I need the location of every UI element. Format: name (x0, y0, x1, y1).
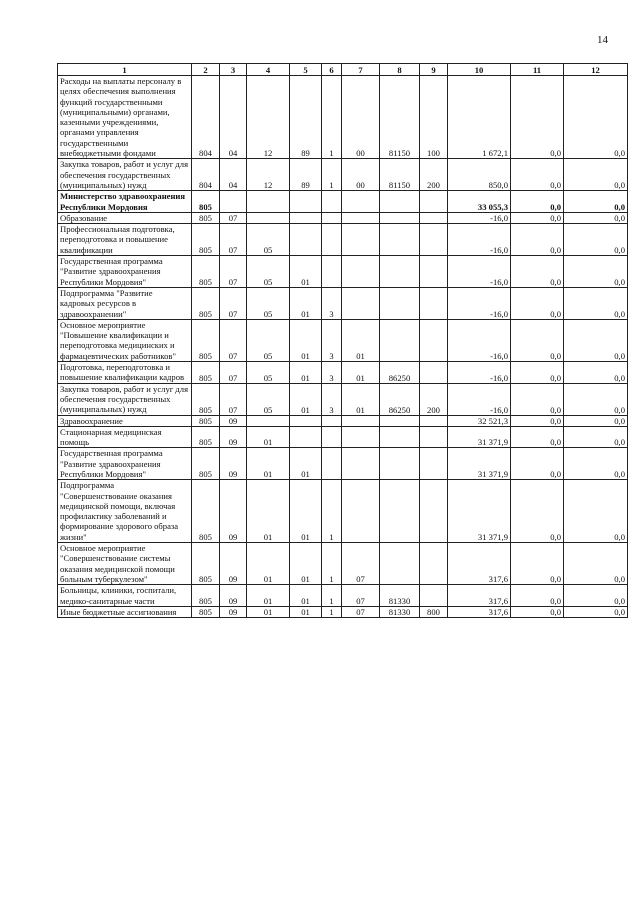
table-cell: 07 (220, 319, 247, 361)
table-cell: 0,0 (564, 585, 628, 607)
table-cell (420, 415, 448, 426)
table-cell (342, 256, 380, 288)
table-cell: 00 (342, 76, 380, 159)
table-cell: -16,0 (448, 383, 511, 415)
header-cell: 7 (342, 64, 380, 76)
table-row (58, 448, 628, 480)
table-cell: 805 (192, 383, 220, 415)
table-cell: 200 (420, 159, 448, 191)
table-cell: 0,0 (511, 585, 564, 607)
table-cell (420, 448, 448, 480)
table-cell: 09 (220, 448, 247, 480)
table-cell: 05 (247, 362, 290, 384)
header-cell: 2 (192, 64, 220, 76)
table-cell (420, 287, 448, 319)
table-cell: 1 (322, 606, 342, 617)
table-cell: 0,0 (564, 480, 628, 543)
table-cell: 0,0 (564, 76, 628, 159)
row-name-cell: Больницы, клиники, госпитали, медико-санитарные части (58, 585, 192, 607)
table-cell: 01 (290, 448, 322, 480)
table-cell (322, 212, 342, 223)
table-row (58, 76, 628, 159)
table-cell: 0,0 (511, 543, 564, 585)
table-row (58, 287, 628, 319)
table-cell (420, 426, 448, 448)
table-cell: 09 (220, 606, 247, 617)
table-cell: 01 (290, 606, 322, 617)
table-cell: 0,0 (511, 319, 564, 361)
table-cell: 1 672,1 (448, 76, 511, 159)
header-cell: 4 (247, 64, 290, 76)
table-cell (342, 415, 380, 426)
table-cell (380, 415, 420, 426)
table-cell (342, 480, 380, 543)
table-cell: 0,0 (511, 159, 564, 191)
header-cell: 3 (220, 64, 247, 76)
row-name-cell: Расходы на выплаты персоналу в целях обеспечения выполнения функций государственными (муниципальными) органами, казенными учреждениями, органами управления государственными внебюджетными фондами (58, 76, 192, 159)
table-cell: 317,6 (448, 606, 511, 617)
table-cell: 0,0 (511, 426, 564, 448)
table-cell: 07 (220, 362, 247, 384)
table-cell: 0,0 (511, 448, 564, 480)
table-cell: 0,0 (511, 256, 564, 288)
table-cell: 07 (220, 256, 247, 288)
header-row (58, 64, 628, 76)
table-cell: 1 (322, 585, 342, 607)
table-cell: -16,0 (448, 362, 511, 384)
table-cell: 07 (220, 212, 247, 223)
table-cell: 32 521,3 (448, 415, 511, 426)
table-cell: 01 (247, 543, 290, 585)
table-cell: 0,0 (564, 319, 628, 361)
table-row (58, 606, 628, 617)
table-cell: 0,0 (564, 606, 628, 617)
table-cell: 86250 (380, 362, 420, 384)
table-cell: 805 (192, 585, 220, 607)
table-cell: 12 (247, 159, 290, 191)
table-cell (322, 415, 342, 426)
table-cell: 0,0 (511, 606, 564, 617)
table-row (58, 191, 628, 213)
table-cell: 01 (290, 480, 322, 543)
row-name-cell: Подпрограмма "Развитие кадровых ресурсов в здравоохранении" (58, 287, 192, 319)
table-cell: 31 371,9 (448, 448, 511, 480)
row-name-cell: Образование (58, 212, 192, 223)
table-cell: 805 (192, 224, 220, 256)
table-cell: 07 (220, 224, 247, 256)
table-cell: 01 (247, 448, 290, 480)
table-row (58, 319, 628, 361)
table-cell (247, 191, 290, 213)
row-name-cell: Закупка товаров, работ и услуг для обеспечения государственных (муниципальных) нужд (58, 159, 192, 191)
table-cell: -16,0 (448, 256, 511, 288)
table-cell (380, 426, 420, 448)
table-cell: 09 (220, 585, 247, 607)
table-cell: 1 (322, 543, 342, 585)
table-cell (290, 224, 322, 256)
table-cell: 01 (290, 319, 322, 361)
table-cell: 07 (342, 606, 380, 617)
table-cell (420, 319, 448, 361)
table-row (58, 224, 628, 256)
table-cell: 0,0 (511, 383, 564, 415)
table-row (58, 585, 628, 607)
table-cell: 01 (342, 319, 380, 361)
table-row (58, 543, 628, 585)
row-name-cell: Государственная программа "Развитие здравоохранения Республики Мордовия" (58, 256, 192, 288)
table-cell: -16,0 (448, 212, 511, 223)
table-cell: 01 (247, 606, 290, 617)
table-row (58, 383, 628, 415)
table-cell: 0,0 (511, 480, 564, 543)
table-row (58, 362, 628, 384)
table-cell (420, 191, 448, 213)
page-number: 14 (597, 34, 608, 46)
table-row (58, 212, 628, 223)
table-cell (220, 191, 247, 213)
table-cell: 81330 (380, 606, 420, 617)
row-name-cell: Министерство здравоохранения Республики Мордовия (58, 191, 192, 213)
row-name-cell: Подпрограмма "Совершенствование оказания медицинской помощи, включая профилактику заболеваний и формирование здорового образа жизни" (58, 480, 192, 543)
row-name-cell: Государственная программа "Развитие здравоохранения Республики Мордовия" (58, 448, 192, 480)
header-cell: 9 (420, 64, 448, 76)
table-cell: 805 (192, 287, 220, 319)
table-cell: 317,6 (448, 585, 511, 607)
table-cell: 01 (247, 480, 290, 543)
table-cell: 05 (247, 383, 290, 415)
row-name-cell: Подготовка, переподготовка и повышение квалификации кадров (58, 362, 192, 384)
table-row (58, 426, 628, 448)
table-cell (380, 448, 420, 480)
table-cell: 3 (322, 383, 342, 415)
table-row (58, 159, 628, 191)
header-cell: 6 (322, 64, 342, 76)
table-cell: 0,0 (564, 224, 628, 256)
table-cell: 01 (290, 287, 322, 319)
table-cell: 805 (192, 212, 220, 223)
table-cell: 3 (322, 319, 342, 361)
row-name-cell: Основное мероприятие "Повышение квалификации и переподготовка медицинских и фармацевтических работников" (58, 319, 192, 361)
table-cell (322, 426, 342, 448)
table-cell: 05 (247, 319, 290, 361)
table-cell: 89 (290, 76, 322, 159)
table-row (58, 415, 628, 426)
header-cell: 12 (564, 64, 628, 76)
table-cell: 0,0 (511, 76, 564, 159)
table-cell (290, 191, 322, 213)
table-cell: 0,0 (511, 362, 564, 384)
table-cell (420, 224, 448, 256)
table-cell (247, 415, 290, 426)
table-cell: -16,0 (448, 287, 511, 319)
table-cell: 200 (420, 383, 448, 415)
table-cell: 04 (220, 76, 247, 159)
table-cell: 81330 (380, 585, 420, 607)
table-cell: 805 (192, 543, 220, 585)
header-cell: 1 (58, 64, 192, 76)
table-cell (342, 448, 380, 480)
table-cell: 0,0 (564, 287, 628, 319)
table-cell (380, 191, 420, 213)
table-cell: 07 (342, 543, 380, 585)
table-cell: 01 (290, 383, 322, 415)
table-cell: 3 (322, 287, 342, 319)
table-cell (380, 287, 420, 319)
table-cell: 01 (342, 362, 380, 384)
table-cell (380, 480, 420, 543)
table-cell: 81150 (380, 76, 420, 159)
table-body (58, 76, 628, 618)
table-cell (342, 191, 380, 213)
table-cell: 00 (342, 159, 380, 191)
table-cell: 804 (192, 76, 220, 159)
table-cell: 31 371,9 (448, 480, 511, 543)
row-name-cell: Иные бюджетные ассигнования (58, 606, 192, 617)
row-name-cell: Закупка товаров, работ и услуг для обеспечения государственных (муниципальных) нужд (58, 383, 192, 415)
header-cell: 10 (448, 64, 511, 76)
table-cell (420, 480, 448, 543)
table-cell: 31 371,9 (448, 426, 511, 448)
table-cell: 01 (290, 543, 322, 585)
row-name-cell: Стационарная медицинская помощь (58, 426, 192, 448)
table-cell (322, 448, 342, 480)
table-cell (380, 224, 420, 256)
table-cell: 0,0 (511, 212, 564, 223)
table-cell (342, 212, 380, 223)
table-cell: 805 (192, 415, 220, 426)
table-cell: 07 (342, 585, 380, 607)
table-cell (342, 426, 380, 448)
table-cell: 805 (192, 426, 220, 448)
table-cell: 800 (420, 606, 448, 617)
table-cell: 81150 (380, 159, 420, 191)
table-cell (420, 585, 448, 607)
table-cell: 850,0 (448, 159, 511, 191)
table-cell: 804 (192, 159, 220, 191)
table-cell: 805 (192, 448, 220, 480)
row-name-cell: Здравоохранение (58, 415, 192, 426)
table-cell (420, 362, 448, 384)
table-cell: 0,0 (564, 159, 628, 191)
table-cell: 805 (192, 256, 220, 288)
table-row (58, 480, 628, 543)
table-cell: 0,0 (564, 191, 628, 213)
table-cell (420, 543, 448, 585)
table-cell: 09 (220, 480, 247, 543)
table-cell: 0,0 (564, 256, 628, 288)
table-cell: 805 (192, 319, 220, 361)
table-cell: 0,0 (564, 212, 628, 223)
table-cell: 0,0 (564, 383, 628, 415)
table-cell: 0,0 (564, 362, 628, 384)
header-cell: 8 (380, 64, 420, 76)
row-name-cell: Основное мероприятие "Совершенствование системы оказания медицинской помощи больным туберкулезом" (58, 543, 192, 585)
table-cell: 07 (220, 383, 247, 415)
table-cell (322, 191, 342, 213)
table-cell: 0,0 (511, 415, 564, 426)
table-cell: 317,6 (448, 543, 511, 585)
table-cell: 01 (342, 383, 380, 415)
table-cell: 100 (420, 76, 448, 159)
table-cell: 805 (192, 362, 220, 384)
table-cell (247, 212, 290, 223)
table-cell: 0,0 (564, 448, 628, 480)
table-cell (380, 212, 420, 223)
table-cell: 0,0 (511, 287, 564, 319)
table-cell (322, 256, 342, 288)
table-cell: 05 (247, 287, 290, 319)
table-cell: 805 (192, 480, 220, 543)
row-name-cell: Профессиональная подготовка, переподготовка и повышение квалификации (58, 224, 192, 256)
table-cell: 07 (220, 287, 247, 319)
table-cell: 0,0 (564, 426, 628, 448)
table-cell: 01 (290, 585, 322, 607)
table-cell (290, 415, 322, 426)
table-cell (380, 256, 420, 288)
table-cell (420, 256, 448, 288)
table-cell: 805 (192, 606, 220, 617)
table-cell: -16,0 (448, 319, 511, 361)
table-cell (342, 287, 380, 319)
table-cell (420, 212, 448, 223)
table-cell: 09 (220, 415, 247, 426)
table-cell: 01 (290, 256, 322, 288)
table-cell: 805 (192, 191, 220, 213)
table-cell: 3 (322, 362, 342, 384)
table-cell: 0,0 (564, 543, 628, 585)
table-cell: 12 (247, 76, 290, 159)
header-cell: 11 (511, 64, 564, 76)
table-cell: 0,0 (511, 191, 564, 213)
table-cell: 09 (220, 543, 247, 585)
table-cell: 86250 (380, 383, 420, 415)
table-cell: 05 (247, 256, 290, 288)
table-cell: 89 (290, 159, 322, 191)
table-cell (380, 319, 420, 361)
table-cell: 01 (247, 426, 290, 448)
table-cell: 01 (290, 362, 322, 384)
table-cell: 0,0 (511, 224, 564, 256)
table-cell (290, 212, 322, 223)
table-cell: 01 (247, 585, 290, 607)
table-cell (342, 224, 380, 256)
table-cell: 09 (220, 426, 247, 448)
table-cell: 0,0 (564, 415, 628, 426)
table-cell: 33 055,3 (448, 191, 511, 213)
table-cell: -16,0 (448, 224, 511, 256)
table-cell: 1 (322, 159, 342, 191)
table-cell (322, 224, 342, 256)
table-cell: 1 (322, 76, 342, 159)
table-cell: 05 (247, 224, 290, 256)
budget-table (57, 63, 628, 618)
table-cell (380, 543, 420, 585)
table-cell (290, 426, 322, 448)
table-row (58, 256, 628, 288)
table-cell: 04 (220, 159, 247, 191)
table-cell: 1 (322, 480, 342, 543)
header-cell: 5 (290, 64, 322, 76)
